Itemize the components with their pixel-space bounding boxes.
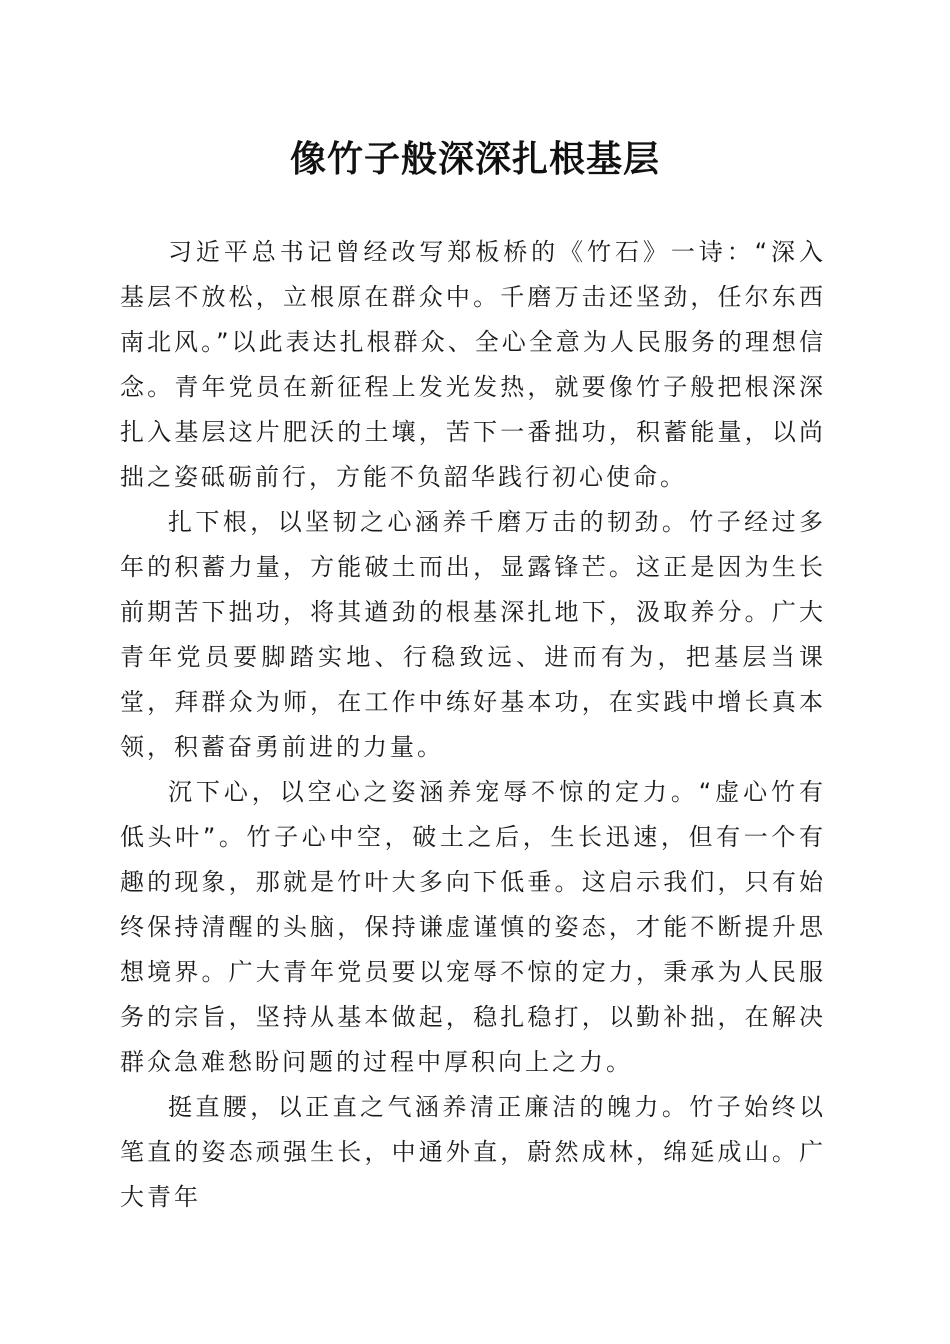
document-title: 像竹子般深深扎根基层 xyxy=(289,138,660,180)
paragraph-calm-mind: 沉下心，以空心之姿涵养宠辱不惊的定力。“虚心竹有低头叶”。竹子心中空，破土之后，生长迅速，但有一个有趣的现象，那就是竹叶大多向下低垂。这启示我们，只有始终保持清醒的头脑，保持谦虚谨慎的姿态，才能不断提升思想境界。广大青年党员要以宠辱不惊的定力，秉承为人民服务的宗旨，坚持从基本做起，稳扎稳打，以勤补拙，在解决群众急难愁盼问题的过程中厚积向上之力。 xyxy=(120,778,826,1076)
paragraph-root-down: 扎下根，以坚韧之心涵养千磨万击的韧劲。竹子经过多年的积蓄力量，方能破土而出，显露锋芒。这正是因为生长前期苦下拙功，将其遒劲的根基深扎地下，汲取养分。广大青年党员要脚踏实地、行稳致远、进而有为，把基层当课堂，拜群众为师，在工作中练好基本功，在实践中增长真本领，积蓄奋勇前进的力量。 xyxy=(120,508,826,761)
paragraph-stand-straight: 挺直腰，以正直之气涵养清正廉洁的魄力。竹子始终以笔直的姿态顽强生长，中通外直，蔚然成林，绵延成山。广大青年 xyxy=(120,1093,826,1211)
paragraph-intro: 习近平总书记曾经改写郑板桥的《竹石》一诗：“深入基层不放松，立根原在群众中。千磨万击还坚劲，任尔东西南北风。”以此表达扎根群众、全心全意为人民服务的理想信念。青年党员在新征程上发光发热，就要像竹子般把根深深扎入基层这片肥沃的土壤，苦下一番拙功，积蓄能量，以尚拙之姿砥砺前行，方能不负韶华践行初心使命。 xyxy=(120,238,826,491)
document-body xyxy=(120,230,826,1220)
